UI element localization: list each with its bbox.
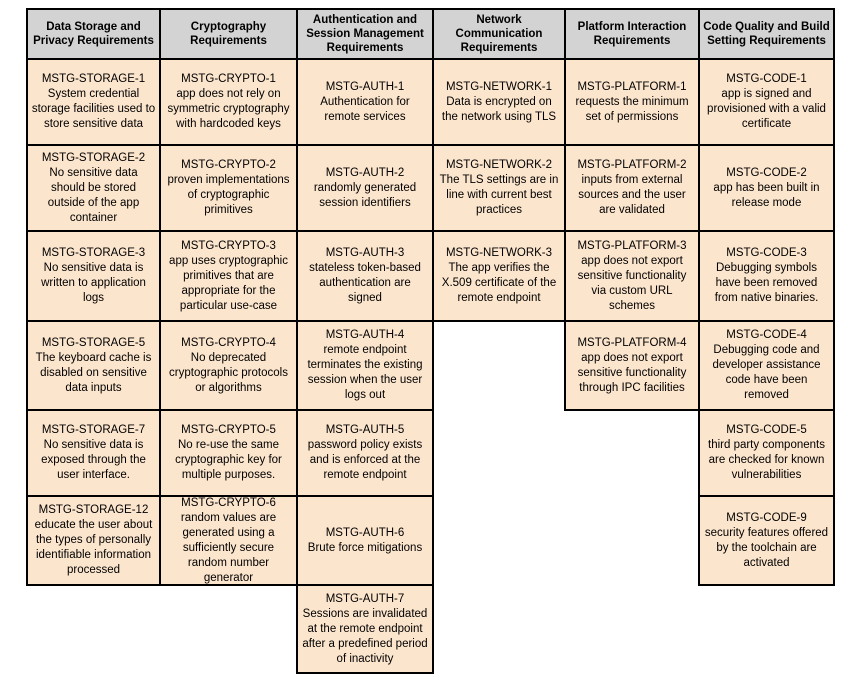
requirement-id: MSTG-AUTH-3: [325, 247, 405, 259]
requirement-cell-mstg-storage-3: [26, 230, 161, 322]
requirements-table: [26, 8, 835, 674]
column-platform: [564, 8, 700, 411]
requirement-cell-mstg-platform-2: [564, 144, 700, 232]
requirement-id: MSTG-STORAGE-3: [41, 247, 146, 259]
requirement-desc: third party components are checked for known vulnerabilities: [708, 439, 825, 481]
requirement-id: MSTG-NETWORK-2: [445, 159, 553, 171]
requirement-desc: The TLS settings are in line with current best practices: [439, 174, 559, 216]
requirement-id: MSTG-AUTH-4: [325, 329, 405, 341]
requirement-cell-mstg-code-3: [698, 230, 835, 322]
requirement-cell-mstg-storage-12: [26, 495, 161, 586]
requirement-desc: app has been built in release mode: [713, 181, 820, 209]
requirement-cell-mstg-crypto-5: [159, 409, 298, 497]
requirement-cell-mstg-crypto-2: [159, 144, 298, 232]
requirement-id: MSTG-STORAGE-7: [41, 424, 146, 436]
requirement-desc: app does not export sensitive functionality through IPC facilities: [577, 351, 687, 394]
requirement-desc: stateless token-based authentication are signed: [309, 262, 421, 304]
column-crypto: [159, 8, 298, 586]
requirement-cell-mstg-crypto-1: [159, 58, 298, 146]
requirement-id: MSTG-AUTH-1: [325, 80, 405, 93]
requirement-cell-mstg-platform-3: [564, 230, 700, 322]
requirement-id: MSTG-CODE-2: [726, 166, 807, 179]
requirement-desc: requests the minimum set of permissions: [575, 95, 689, 123]
requirement-id: MSTG-AUTH-6: [325, 526, 405, 539]
requirement-id: MSTG-CODE-1: [726, 73, 807, 85]
requirement-cell-mstg-platform-4: [564, 320, 700, 411]
requirement-desc: No re-use the same cryptographic key for multiple purposes.: [175, 439, 282, 481]
requirement-desc: Authentication for remote services: [320, 95, 410, 123]
requirement-desc: No deprecated cryptographic protocols or algorithms: [169, 351, 288, 394]
requirement-cell-mstg-crypto-6: [159, 495, 298, 586]
requirement-desc: random values are generated using a sufficiently secure random number generator: [180, 511, 277, 584]
requirement-id: MSTG-CRYPTO-4: [181, 336, 276, 349]
requirement-id: MSTG-CODE-5: [726, 424, 807, 436]
requirement-id: MSTG-PLATFORM-4: [577, 336, 687, 349]
requirement-desc: The keyboard cache is disabled on sensitive data inputs: [35, 351, 152, 394]
column-auth: [296, 8, 434, 674]
requirement-cell-mstg-network-1: [432, 58, 566, 146]
requirement-id: MSTG-STORAGE-12: [38, 504, 149, 516]
requirement-id: MSTG-CRYPTO-1: [181, 73, 276, 85]
requirement-id: MSTG-STORAGE-2: [41, 151, 146, 164]
requirement-cell-mstg-storage-2: [26, 144, 161, 232]
requirement-id: MSTG-CODE-9: [726, 511, 807, 524]
requirement-desc: Data is encrypted on the network using TLS: [441, 95, 557, 123]
requirement-desc: app uses cryptographic primitives that are appropriate for the particular use-case: [169, 254, 288, 312]
column-header-platform: Platform Interaction Requirements: [564, 8, 700, 60]
requirement-cell-mstg-auth-4: [296, 320, 434, 411]
requirement-id: MSTG-CODE-4: [726, 329, 807, 341]
requirement-id: MSTG-NETWORK-3: [445, 247, 553, 259]
requirement-desc: The app verifies the X.509 certificate of the remote endpoint: [441, 262, 557, 304]
requirement-desc: No sensitive data is exposed through the user interface.: [41, 439, 146, 481]
requirement-id: MSTG-CRYPTO-3: [181, 239, 276, 252]
column-storage: [26, 8, 161, 586]
requirement-id: MSTG-NETWORK-1: [445, 80, 553, 93]
requirement-desc: app does not export sensitive functionality via custom URL schemes: [577, 254, 687, 312]
requirement-cell-mstg-auth-6: [296, 495, 434, 586]
requirement-desc: Debugging code and developer assistance code have been removed: [712, 344, 821, 401]
requirement-desc: security features offered by the toolchain are activated: [704, 526, 829, 569]
requirement-id: MSTG-CRYPTO-5: [181, 424, 276, 436]
requirement-id: MSTG-CODE-3: [726, 247, 807, 259]
requirement-cell-mstg-auth-5: [296, 409, 434, 497]
column-header-auth: Authentication and Session Management Requirements: [296, 8, 434, 60]
requirement-id: MSTG-STORAGE-1: [41, 73, 146, 85]
requirement-cell-mstg-auth-3: [296, 230, 434, 322]
requirement-cell-mstg-auth-2: [296, 144, 434, 232]
requirement-cell-mstg-code-1: [698, 58, 835, 146]
requirement-cell-mstg-crypto-3: [159, 230, 298, 322]
requirement-id: MSTG-PLATFORM-3: [577, 239, 687, 252]
requirement-cell-mstg-code-9: [698, 495, 835, 586]
requirement-id: MSTG-CRYPTO-6: [181, 496, 276, 509]
requirement-id: MSTG-AUTH-5: [325, 424, 405, 436]
requirement-cell-mstg-network-2: [432, 144, 566, 232]
column-header-code: Code Quality and Build Setting Requirements: [698, 8, 835, 60]
requirement-desc: inputs from external sources and the user are validated: [578, 174, 686, 216]
requirement-cell-mstg-code-5: [698, 409, 835, 497]
requirement-desc: remote endpoint terminates the existing session when the user logs out: [307, 344, 423, 401]
requirement-cell-mstg-auth-1: [296, 58, 434, 146]
requirement-desc: app does not rely on symmetric cryptography with hardcoded keys: [167, 88, 290, 130]
requirement-id: MSTG-PLATFORM-1: [577, 80, 687, 93]
requirement-cell-mstg-storage-7: [26, 409, 161, 497]
column-header-network: Network Communication Requirements: [432, 8, 566, 60]
requirement-desc: No sensitive data is written to application logs: [41, 262, 146, 304]
requirement-desc: proven implementations of cryptographic primitives: [167, 174, 290, 216]
requirement-id: MSTG-AUTH-2: [325, 166, 405, 179]
requirement-desc: app is signed and provisioned with a valid certificate: [707, 88, 826, 130]
column-code: [698, 8, 835, 586]
column-network: [432, 8, 566, 322]
requirement-cell-mstg-auth-7: [296, 584, 434, 674]
requirement-id: MSTG-PLATFORM-2: [577, 159, 687, 171]
requirement-cell-mstg-code-4: [698, 320, 835, 411]
requirement-id: MSTG-STORAGE-5: [41, 336, 146, 349]
requirement-desc: Debugging symbols have been removed from native binaries.: [714, 262, 819, 304]
requirement-cell-mstg-platform-1: [564, 58, 700, 146]
column-header-crypto: Cryptography Requirements: [159, 8, 298, 60]
requirement-id: MSTG-AUTH-7: [325, 592, 405, 605]
requirement-desc: Brute force mitigations: [307, 541, 423, 554]
requirement-cell-mstg-storage-5: [26, 320, 161, 411]
column-header-storage: Data Storage and Privacy Requirements: [26, 8, 161, 60]
requirement-cell-mstg-code-2: [698, 144, 835, 232]
requirement-desc: educate the user about the types of personally identifiable information processed: [34, 519, 153, 576]
requirement-cell-mstg-network-3: [432, 230, 566, 322]
requirement-desc: System credential storage facilities used to store sensitive data: [31, 88, 156, 130]
requirement-id: MSTG-CRYPTO-2: [181, 159, 276, 171]
requirement-desc: randomly generated session identifiers: [313, 181, 417, 209]
requirement-desc: No sensitive data should be stored outside of the app container: [47, 166, 140, 224]
requirement-cell-mstg-storage-1: [26, 58, 161, 146]
requirement-cell-mstg-crypto-4: [159, 320, 298, 411]
requirement-desc: Sessions are invalidated at the remote endpoint after a predefined period of inactivity: [302, 607, 428, 665]
requirement-desc: password policy exists and is enforced at the remote endpoint: [307, 439, 423, 481]
